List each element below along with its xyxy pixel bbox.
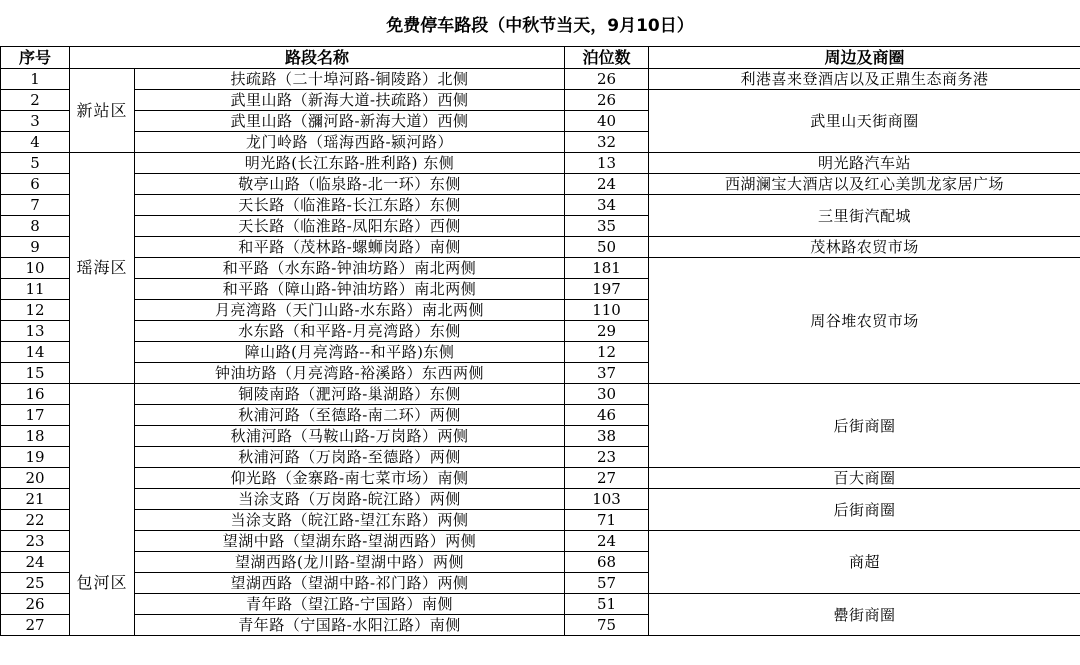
road-name: 武里山路（瀰河路-新海大道）西侧 — [135, 111, 565, 132]
table-row — [1, 489, 1080, 510]
row-seq: 14 — [1, 342, 70, 363]
row-seq: 15 — [1, 363, 70, 384]
table-row — [1, 174, 1080, 195]
road-name: 铜陵南路（淝河路-巢湖路）东侧 — [135, 384, 565, 405]
business-circle: 后街商圈 — [649, 489, 1080, 531]
road-name: 秋浦河路（万岗路-至德路）两侧 — [135, 447, 565, 468]
business-circle: 罍街商圈 — [649, 594, 1080, 636]
road-name: 武里山路（新海大道-扶疏路）西侧 — [135, 90, 565, 111]
row-seq: 8 — [1, 216, 70, 237]
parking-spaces: 75 — [565, 615, 649, 636]
road-name: 水东路（和平路-月亮湾路）东侧 — [135, 321, 565, 342]
parking-spaces: 57 — [565, 573, 649, 594]
parking-spaces: 24 — [565, 531, 649, 552]
road-name: 秋浦河路（至德路-南二环）两侧 — [135, 405, 565, 426]
row-seq: 12 — [1, 300, 70, 321]
parking-spaces: 37 — [565, 363, 649, 384]
parking-spaces: 103 — [565, 489, 649, 510]
header-spaces: 泊位数 — [565, 47, 649, 69]
table-row — [1, 69, 1080, 90]
header-row — [1, 47, 1080, 69]
parking-spaces: 34 — [565, 195, 649, 216]
business-circle: 明光路汽车站 — [649, 153, 1080, 174]
parking-spaces: 51 — [565, 594, 649, 615]
road-name: 月亮湾路（天门山路-水东路）南北两侧 — [135, 300, 565, 321]
parking-spaces: 110 — [565, 300, 649, 321]
parking-spaces: 35 — [565, 216, 649, 237]
row-seq: 7 — [1, 195, 70, 216]
table-row — [1, 237, 1080, 258]
road-name: 望湖中路（望湖东路-望湖西路）两侧 — [135, 531, 565, 552]
business-circle: 周谷堆农贸市场 — [649, 258, 1080, 384]
table-row — [1, 594, 1080, 615]
road-name: 当涂支路（万岗路-皖江路）两侧 — [135, 489, 565, 510]
row-seq: 4 — [1, 132, 70, 153]
row-seq: 10 — [1, 258, 70, 279]
road-name: 望湖西路（望湖中路-祁门路）两侧 — [135, 573, 565, 594]
header-road: 路段名称 — [70, 47, 565, 69]
row-seq: 2 — [1, 90, 70, 111]
parking-spaces: 12 — [565, 342, 649, 363]
road-name: 青年路（宁国路-水阳江路）南侧 — [135, 615, 565, 636]
business-circle: 西湖澜宝大酒店以及红心美凯龙家居广场 — [649, 174, 1080, 195]
road-name: 青年路（望江路-宁国路）南侧 — [135, 594, 565, 615]
row-seq: 16 — [1, 384, 70, 405]
parking-spaces: 26 — [565, 90, 649, 111]
table-row — [1, 195, 1080, 216]
road-name: 敬亭山路（临泉路-北一环）东侧 — [135, 174, 565, 195]
parking-spaces: 26 — [565, 69, 649, 90]
parking-spaces: 38 — [565, 426, 649, 447]
parking-spaces: 71 — [565, 510, 649, 531]
road-name: 扶疏路（二十埠河路-铜陵路）北侧 — [135, 69, 565, 90]
business-circle: 武里山天街商圈 — [649, 90, 1080, 153]
row-seq: 13 — [1, 321, 70, 342]
table-row — [1, 531, 1080, 552]
table-row — [1, 153, 1080, 174]
road-name: 仰光路（金寨路-南七菜市场）南侧 — [135, 468, 565, 489]
road-name: 障山路(月亮湾路--和平路)东侧 — [135, 342, 565, 363]
road-name: 明光路(长江东路-胜利路) 东侧 — [135, 153, 565, 174]
road-name: 望湖西路(龙川路-望湖中路）两侧 — [135, 552, 565, 573]
table-row — [1, 468, 1080, 489]
road-name: 当涂支路（皖江路-望江东路）两侧 — [135, 510, 565, 531]
row-seq: 24 — [1, 552, 70, 573]
row-seq: 25 — [1, 573, 70, 594]
table-row — [1, 384, 1080, 405]
row-seq: 20 — [1, 468, 70, 489]
row-seq: 9 — [1, 237, 70, 258]
row-seq: 22 — [1, 510, 70, 531]
parking-spaces: 29 — [565, 321, 649, 342]
road-name: 天长路（临淮路-长江东路）东侧 — [135, 195, 565, 216]
parking-spaces: 181 — [565, 258, 649, 279]
row-seq: 5 — [1, 153, 70, 174]
parking-spaces: 27 — [565, 468, 649, 489]
row-seq: 26 — [1, 594, 70, 615]
road-name: 钟油坊路（月亮湾路-裕溪路）东西两侧 — [135, 363, 565, 384]
road-name: 和平路（茂林路-螺蛳岗路）南侧 — [135, 237, 565, 258]
row-seq: 27 — [1, 615, 70, 636]
table-row — [1, 90, 1080, 111]
parking-spaces: 23 — [565, 447, 649, 468]
row-seq: 21 — [1, 489, 70, 510]
header-circle: 周边及商圈 — [649, 47, 1080, 69]
road-name: 天长路（临淮路-凤阳东路）西侧 — [135, 216, 565, 237]
parking-spaces: 50 — [565, 237, 649, 258]
business-circle: 百大商圈 — [649, 468, 1080, 489]
road-name: 和平路（障山路-钟油坊路）南北两侧 — [135, 279, 565, 300]
parking-spaces: 197 — [565, 279, 649, 300]
business-circle: 利港喜来登酒店以及正鼎生态商务港 — [649, 69, 1080, 90]
parking-table — [0, 46, 1080, 636]
parking-spaces: 13 — [565, 153, 649, 174]
row-seq: 19 — [1, 447, 70, 468]
table-row — [1, 258, 1080, 279]
row-seq: 3 — [1, 111, 70, 132]
road-name: 和平路（水东路-钟油坊路）南北两侧 — [135, 258, 565, 279]
business-circle: 后街商圈 — [649, 384, 1080, 468]
road-name: 龙门岭路（瑶海西路-颍河路） — [135, 132, 565, 153]
table-title: 免费停车路段（中秋节当天，9月10日） — [386, 15, 694, 36]
row-seq: 17 — [1, 405, 70, 426]
row-seq: 11 — [1, 279, 70, 300]
row-seq: 23 — [1, 531, 70, 552]
business-circle: 茂林路农贸市场 — [649, 237, 1080, 258]
parking-spaces: 46 — [565, 405, 649, 426]
district-cell: 包河区 — [70, 384, 135, 636]
row-seq: 1 — [1, 69, 70, 90]
header-seq: 序号 — [1, 47, 70, 69]
road-name: 秋浦河路（马鞍山路-万岗路）两侧 — [135, 426, 565, 447]
business-circle: 商超 — [649, 531, 1080, 594]
parking-spaces: 40 — [565, 111, 649, 132]
parking-spaces: 68 — [565, 552, 649, 573]
parking-spaces: 32 — [565, 132, 649, 153]
parking-spaces: 30 — [565, 384, 649, 405]
row-seq: 6 — [1, 174, 70, 195]
row-seq: 18 — [1, 426, 70, 447]
district-cell: 瑶海区 — [70, 153, 135, 384]
parking-spaces: 24 — [565, 174, 649, 195]
district-cell: 新站区 — [70, 69, 135, 153]
business-circle: 三里街汽配城 — [649, 195, 1080, 237]
